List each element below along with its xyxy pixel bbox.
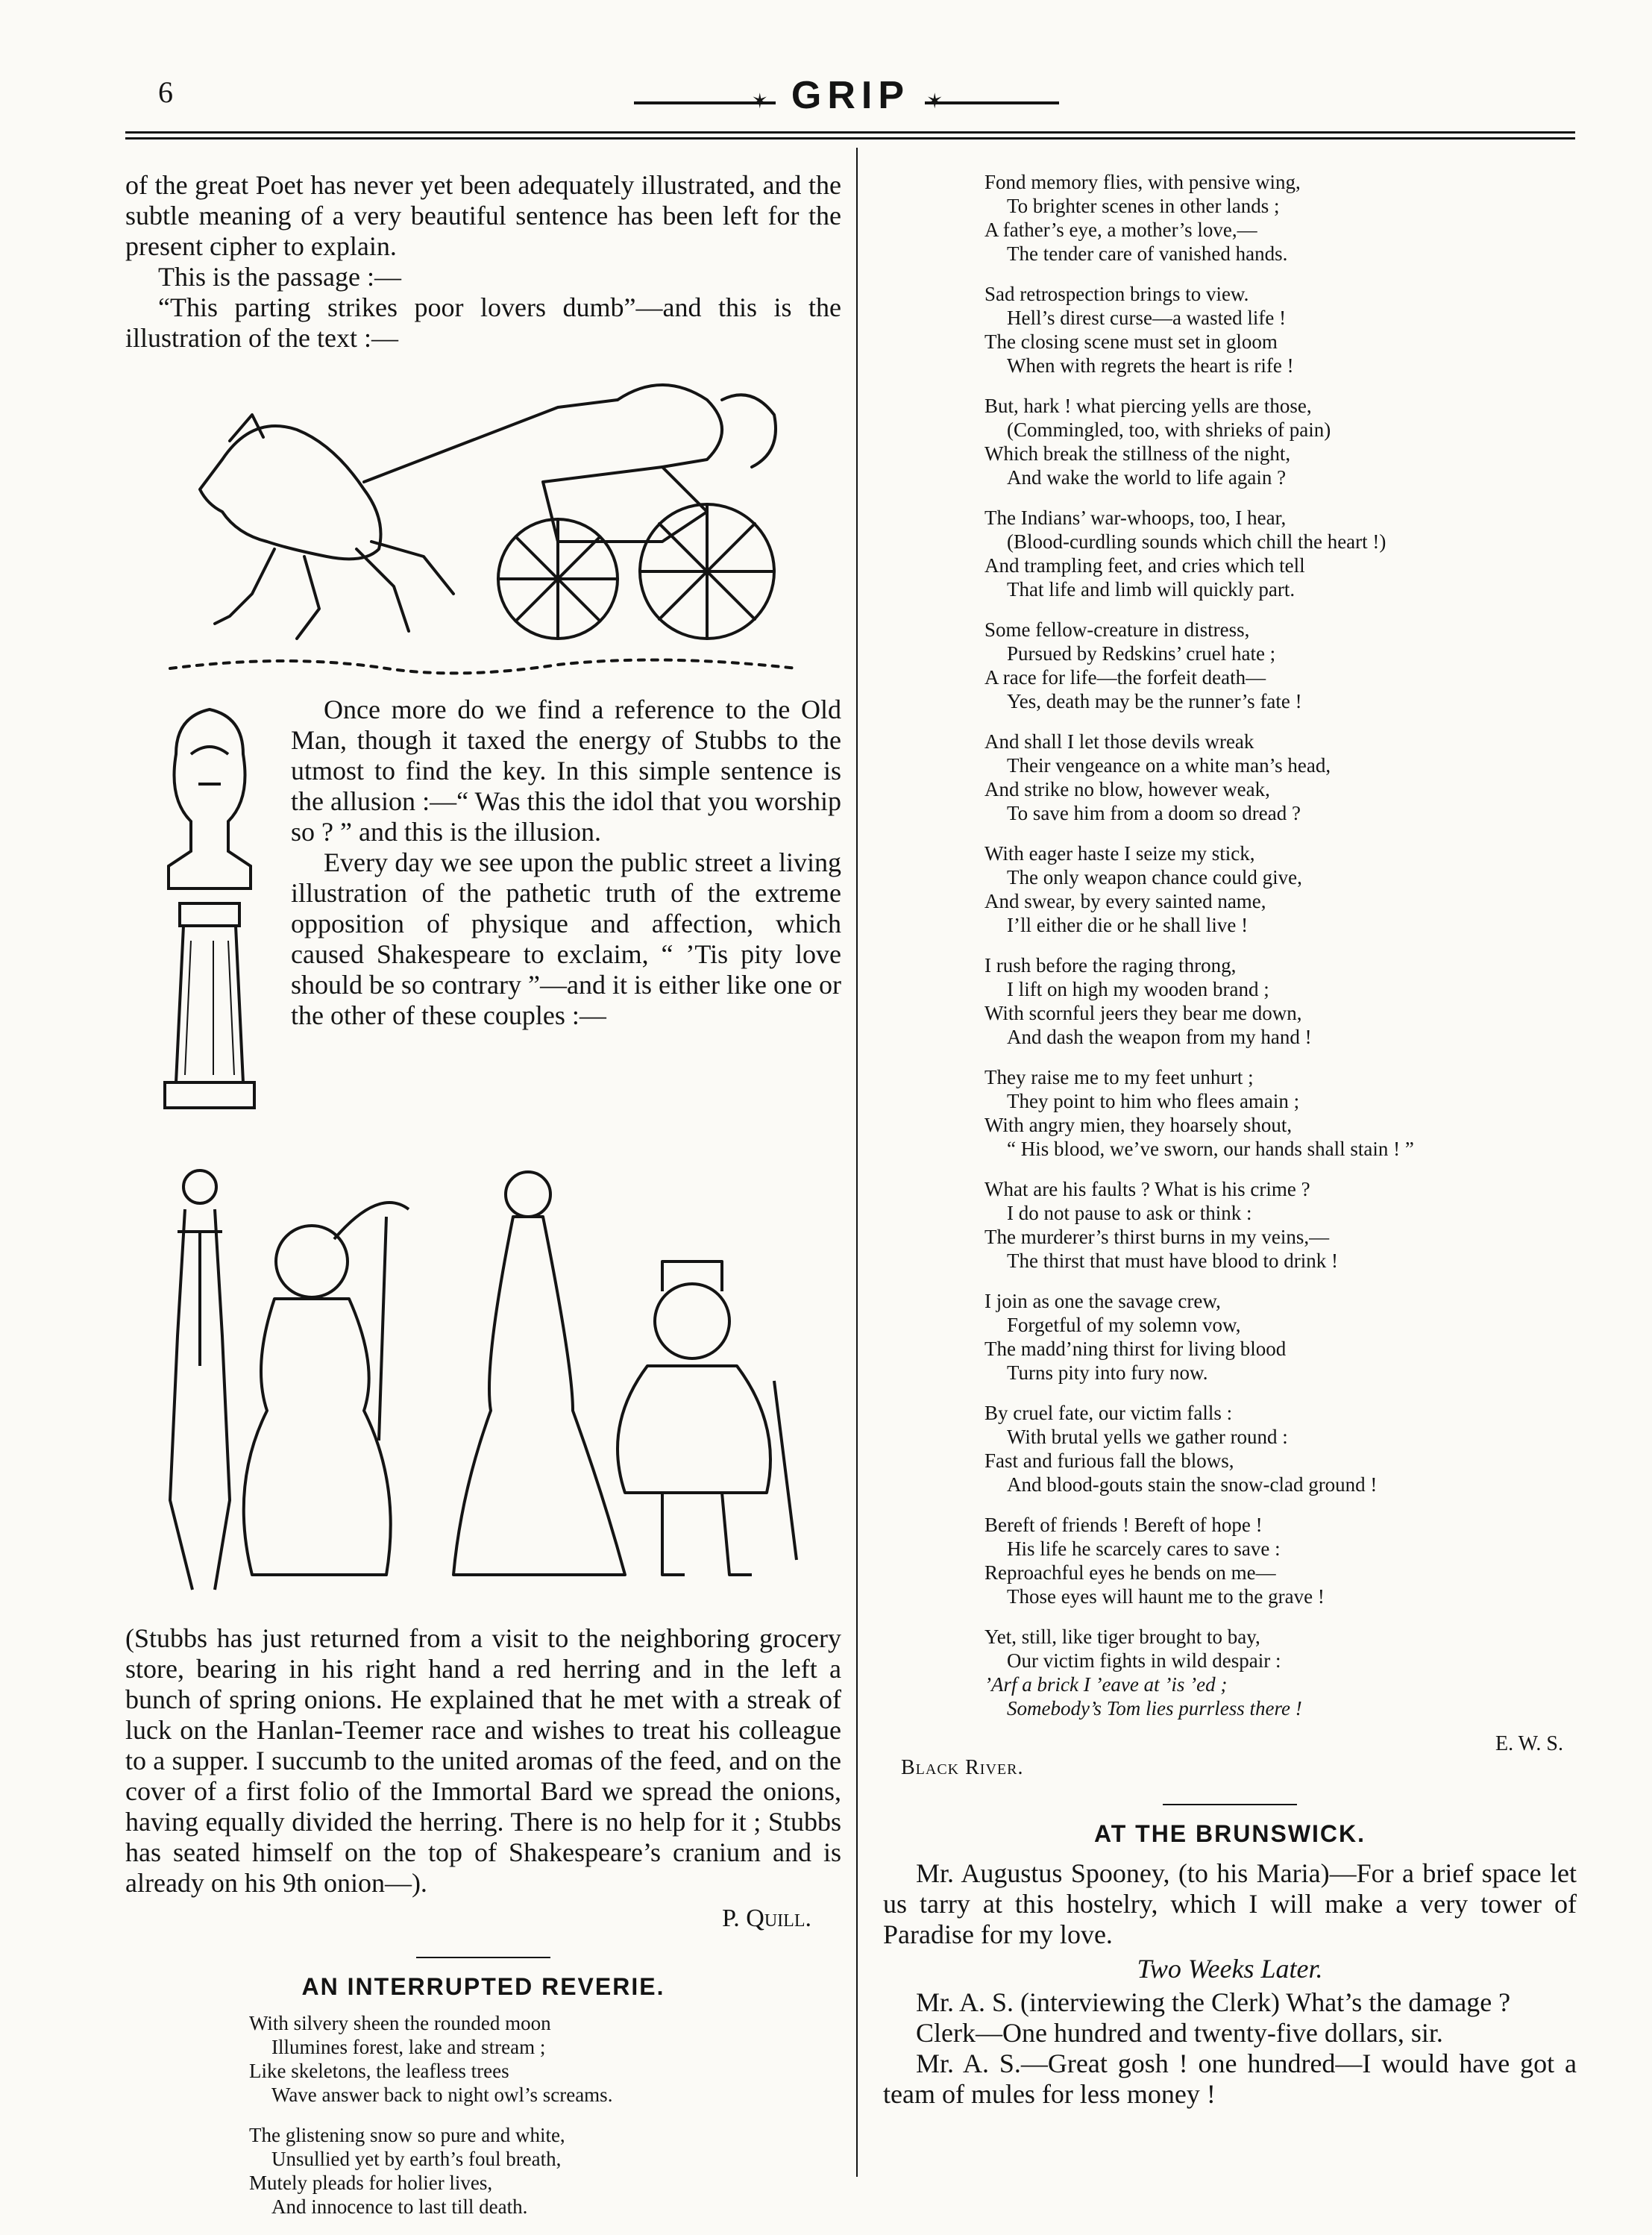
poem-right <box>984 170 1577 1720</box>
stanza <box>984 1177 1577 1273</box>
passage-label: This is the passage :— <box>158 262 401 292</box>
poem-line: With scornful jeers they bear me down, <box>984 1002 1302 1024</box>
poem-line: A father’s eye, a mother’s love,— <box>984 219 1257 241</box>
poem-line: The Indians’ war-whoops, too, I hear, <box>984 507 1287 529</box>
poem-line: By cruel fate, our victim falls : <box>984 1402 1233 1424</box>
poem-line: I do not pause to ask or think : <box>1007 1202 1252 1224</box>
masthead-title <box>612 73 1089 118</box>
stanza <box>984 1289 1577 1385</box>
poem-line: Reproachful eyes he bends on me— <box>984 1561 1276 1584</box>
intro-paragraph: of the great Poet has never yet been adequately illustrated, and the subtle meaning of a very beautiful sentence has been left for the present cipher to explain. <box>125 170 841 261</box>
poem-line: To brighter scenes in other lands ; <box>1007 195 1280 217</box>
poem-line: And strike no blow, however weak, <box>984 778 1270 800</box>
poem-line: Yet, still, like tiger brought to bay, <box>984 1626 1260 1648</box>
poem-line: They raise me to my feet unhurt ; <box>984 1066 1254 1088</box>
stanza <box>984 282 1577 377</box>
bust-text <box>291 695 841 1031</box>
column-divider <box>856 148 858 2177</box>
signature-p-quill: P. Quill. <box>722 1905 811 1932</box>
star-ornament-right: ✶ <box>926 90 950 113</box>
brunswick-paragraph-1: Mr. Augustus Spooney, (to his Maria)—For a brief space let us tarry at this hostelry, which I will make a very tower of Paradise for my love. <box>883 1858 1577 1949</box>
poem-line: And innocence to last till death. <box>271 2195 528 2218</box>
poem-line: ’Arf a brick I ’eave at ’is ’ed ; <box>984 1673 1228 1696</box>
stubbs-note: (Stubbs has just returned from a visit to the neighboring grocery store, bearing in his right hand a red herring and in the left a bunch of spring onions. He explained that he met with a streak of luck on the Hanlan-Teemer race and wishes to treat his colleague to a supper. I succumb to the united aromas of the feed, and on the cover of a first folio of the Immortal Bard we spread the onions, having equally divided the herring. There is no help for it ; Stubbs has seated himself on the top of Shakespeare’s cranium and is already on his 9th onion—). <box>125 1623 841 1898</box>
poem-line: With brutal yells we gather round : <box>1007 1426 1288 1448</box>
stanza <box>984 1513 1577 1608</box>
poem-line: Mutely pleads for holier lives, <box>249 2172 493 2194</box>
poem-line: And dash the weapon from my hand ! <box>1007 1026 1312 1048</box>
poem-line: When with regrets the heart is rife ! <box>1007 354 1294 377</box>
poem-line: (Commingled, too, with shrieks of pain) <box>1007 419 1331 441</box>
poem-line: And wake the world to life again ? <box>1007 466 1287 489</box>
poem-initials: E. W. S. <box>1495 1732 1563 1755</box>
poem-left <box>249 2011 841 2219</box>
poem-line: And swear, by every sainted name, <box>984 890 1266 912</box>
poem-line: The glistening snow so pure and white, <box>249 2124 565 2146</box>
poem-line: Illumines forest, lake and stream ; <box>271 2036 546 2058</box>
poem-line: I join as one the savage crew, <box>984 1290 1221 1312</box>
poem-line: Our victim fights in wild despair : <box>1007 1649 1281 1672</box>
poem-line: Like skeletons, the leafless trees <box>249 2060 509 2082</box>
poem-line: I’ll either die or he shall live ! <box>1007 914 1249 936</box>
horse-carriage-illustration <box>140 370 811 683</box>
poem-line: With eager haste I seize my stick, <box>984 842 1255 865</box>
stanza <box>984 1401 1577 1496</box>
stanza <box>984 1065 1577 1161</box>
poem-line: To save him from a doom so dread ? <box>1007 802 1301 824</box>
poem-line: The murderer’s thirst burns in my veins,— <box>984 1226 1330 1248</box>
poem-line: I lift on high my wooden brand ; <box>1007 978 1269 1000</box>
poem-line: Sad retrospection brings to view. <box>984 283 1249 305</box>
poem-line: Fast and furious fall the blows, <box>984 1449 1234 1472</box>
poem-line: The thirst that must have blood to drink ! <box>1007 1250 1338 1272</box>
stanza <box>984 394 1577 489</box>
poem-line: Turns pity into fury now. <box>1007 1361 1208 1384</box>
page-number: 6 <box>158 75 173 109</box>
poem-line: And trampling feet, and cries which tell <box>984 554 1305 577</box>
stanza <box>984 730 1577 825</box>
stanza <box>984 841 1577 937</box>
section-rule <box>416 1957 550 1958</box>
poem-line: Unsullied yet by earth’s foul breath, <box>271 2148 562 2170</box>
poem-line: And shall I let those devils wreak <box>984 730 1254 753</box>
poem-line: Their vengeance on a white man’s head, <box>1007 754 1331 777</box>
stanza <box>249 2011 841 2107</box>
poem-line: What are his faults ? What is his crime ? <box>984 1178 1310 1200</box>
poem-line: Bereft of friends ! Bereft of hope ! <box>984 1514 1263 1536</box>
poem-line: (Blood-curdling sounds which chill the heart !) <box>1007 530 1386 553</box>
brunswick-paragraph-2: Mr. A. S. (interviewing the Clerk) What’s the damage ? <box>916 1987 1511 2017</box>
poem-line: His life he scarcely cares to save : <box>1007 1537 1281 1560</box>
stanza <box>984 1625 1577 1720</box>
star-ornament-left: ✶ <box>750 90 775 113</box>
poem-line: Wave answer back to night owl’s screams. <box>271 2084 613 2106</box>
poem-line: But, hark ! what piercing yells are those, <box>984 395 1312 417</box>
poem-title: AN INTERRUPTED REVERIE. <box>301 1973 665 2000</box>
bust-section <box>125 695 841 1135</box>
stanza <box>249 2123 841 2219</box>
poem-line: With angry mien, they hoarsely shout, <box>984 1114 1293 1136</box>
right-column <box>883 170 1577 2110</box>
left-column <box>125 170 841 2235</box>
section-rule <box>1163 1804 1297 1805</box>
brunswick-paragraph-4: Mr. A. S.—Great gosh ! one hundred—I would have got a team of mules for less money ! <box>883 2049 1577 2109</box>
poem-line: The only weapon chance could give, <box>1007 866 1302 888</box>
wrap-paragraph-couples: Every day we see upon the public street a living illustration of the pathetic truth of the extreme opposition of physique and affection, which caused Shakespeare to exclaim, “ ’Tis pity love should be so contrary ”—and it is either like one or the other of these couples :— <box>291 847 841 1030</box>
header-rule-1 <box>125 131 1575 134</box>
mismatched-couples-illustration <box>140 1142 826 1605</box>
poem-line: The madd’ning thirst for living blood <box>984 1338 1287 1360</box>
poem-line: That life and limb will quickly part. <box>1007 578 1295 601</box>
bust-on-pedestal-illustration <box>139 695 280 1112</box>
poem-line: Fond memory flies, with pensive wing, <box>984 171 1301 193</box>
stanza <box>984 618 1577 713</box>
brunswick-paragraph-3: Clerk—One hundred and twenty-five dollars, sir. <box>916 2018 1443 2048</box>
poem-line: Somebody’s Tom lies purrless there ! <box>1007 1697 1302 1720</box>
poem-line: Which break the stillness of the night, <box>984 442 1291 465</box>
masthead-text: GRIP <box>791 74 910 117</box>
poem-line: I rush before the raging throng, <box>984 954 1237 977</box>
poem-line: They point to him who flees amain ; <box>1007 1090 1300 1112</box>
poem-line: Pursued by Redskins’ cruel hate ; <box>1007 642 1276 665</box>
poem-line: Those eyes will haunt me to the grave ! <box>1007 1585 1325 1608</box>
poem-line: A race for life—the forfeit death— <box>984 666 1266 689</box>
poem-line: Yes, death may be the runner’s fate ! <box>1007 690 1302 712</box>
poem-line: With silvery sheen the rounded moon <box>249 2012 551 2034</box>
header-rule-2 <box>125 137 1575 140</box>
wrap-paragraph-idol: Once more do we find a reference to the Old Man, though it taxed the energy of Stubbs to the utmost to find the key. In this simple sentence is the allusion :—“ Was this the idol that you worship so ? ” and this is the illusion. <box>291 695 841 847</box>
poem-line: The tender care of vanished hands. <box>1007 242 1288 265</box>
stanza <box>984 506 1577 601</box>
poem-line: Hell’s direst curse—a wasted life ! <box>1007 307 1287 329</box>
poem-line: Forgetful of my solemn vow, <box>1007 1314 1241 1336</box>
section-title: AT THE BRUNSWICK. <box>1093 1820 1366 1847</box>
two-weeks-later: Two Weeks Later. <box>1137 1954 1323 1984</box>
poem-place: Black River. <box>901 1756 1024 1779</box>
stanza <box>984 953 1577 1049</box>
poem-line: And blood-gouts stain the snow-clad ground ! <box>1007 1473 1378 1496</box>
masthead <box>612 73 1089 118</box>
passage-quote: “This parting strikes poor lovers dumb”—and this is the illustration of the text :— <box>125 292 841 353</box>
poem-line: Some fellow-creature in distress, <box>984 618 1250 641</box>
stanza <box>984 170 1577 266</box>
poem-line: “ His blood, we’ve sworn, our hands shall stain ! ” <box>1007 1138 1414 1160</box>
poem-line: The closing scene must set in gloom <box>984 330 1278 353</box>
